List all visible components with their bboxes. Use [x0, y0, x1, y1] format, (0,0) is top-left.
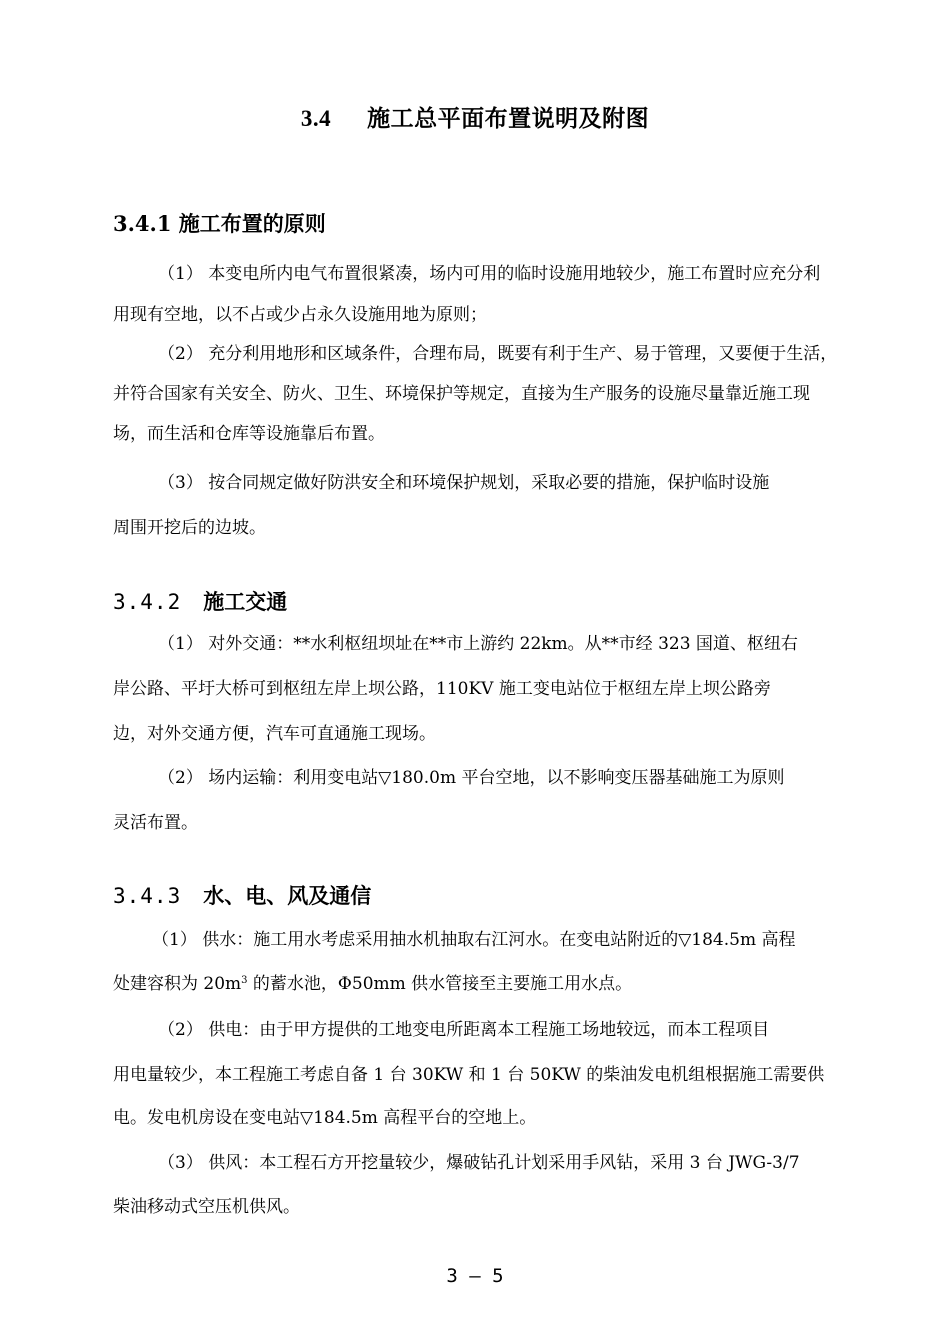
section-title — [0, 100, 950, 133]
paragraph-line: 用电量较少，本工程施工考虑自备 1 台 30KW 和 1 台 50KW 的柴油发电机组根据施工需要供 — [113, 1065, 825, 1085]
subsection-heading-3-4-3 — [113, 880, 371, 910]
paragraph-line: 柴油移动式空压机供风。 — [113, 1197, 300, 1217]
superscript: 3 — [241, 975, 248, 986]
paragraph-line: （1） 对外交通：**水利枢纽坝址在**市上游约 22km。从**市经 323 国道、枢纽右 — [158, 634, 798, 654]
subsection-heading-3-4-1: 3.4.1 施工布置的原则 — [113, 211, 326, 236]
subsection-number: 3.4.2 — [113, 590, 182, 614]
subsection-heading-3-4-2 — [113, 586, 287, 616]
page-number: 3 – 5 — [446, 1265, 504, 1287]
paragraph-line: 用现有空地，以不占或少占永久设施用地为原则； — [113, 305, 487, 325]
paragraph-line: （1） 供水：施工用水考虑采用抽水机抽取右江河水。在变电站附近的▽184.5m 高程 — [152, 930, 796, 950]
subsection-text: 水、电、风及通信 — [203, 883, 372, 908]
subsection-number: 3.4.3 — [113, 884, 182, 908]
paragraph-line: 并符合国家有关安全、防火、卫生、环境保护等规定，直接为生产服务的设施尽量靠近施工现 — [113, 384, 810, 404]
paragraph-line: 边，对外交通方便，汽车可直通施工现场。 — [113, 724, 436, 744]
section-title-text: 施工总平面布置说明及附图 — [367, 105, 650, 132]
text-run: 处建容积为 20m — [113, 974, 242, 994]
paragraph-line: （1） 本变电所内电气布置很紧凑，场内可用的临时设施用地较少，施工布置时应充分利 — [158, 264, 821, 284]
section-number: 3.4 — [300, 106, 332, 131]
paragraph-line: 灵活布置。 — [113, 813, 198, 833]
paragraph-line: （2） 供电：由于甲方提供的工地变电所距离本工程施工场地较远，而本工程项目 — [158, 1020, 770, 1040]
paragraph-line: （3） 按合同规定做好防洪安全和环境保护规划，采取必要的措施，保护临时设施 — [158, 473, 770, 493]
paragraph-line: 岸公路、平圩大桥可到枢纽左岸上坝公路，110KV 施工变电站位于枢纽左岸上坝公路旁 — [113, 679, 771, 699]
paragraph-line — [113, 974, 632, 994]
paragraph-line: （2） 充分利用地形和区域条件，合理布局，既要有利于生产、易于管理，又要便于生活， — [158, 344, 838, 364]
paragraph-line: 场，而生活和仓库等设施靠后布置。 — [113, 424, 385, 444]
text-run: 的蓄水池，Φ50mm 供水管接至主要施工用水点。 — [247, 974, 633, 994]
paragraph-line: （2） 场内运输：利用变电站▽180.0m 平台空地，以不影响变压器基础施工为原则 — [158, 768, 785, 788]
subsection-text: 施工交通 — [203, 589, 288, 614]
paragraph-line: 周围开挖后的边坡。 — [113, 518, 266, 538]
paragraph-line: 电。发电机房设在变电站▽184.5m 高程平台的空地上。 — [113, 1108, 537, 1128]
paragraph-line: （3） 供风：本工程石方开挖量较少，爆破钻孔计划采用手风钻，采用 3 台 JWG-3/7 — [158, 1153, 800, 1173]
